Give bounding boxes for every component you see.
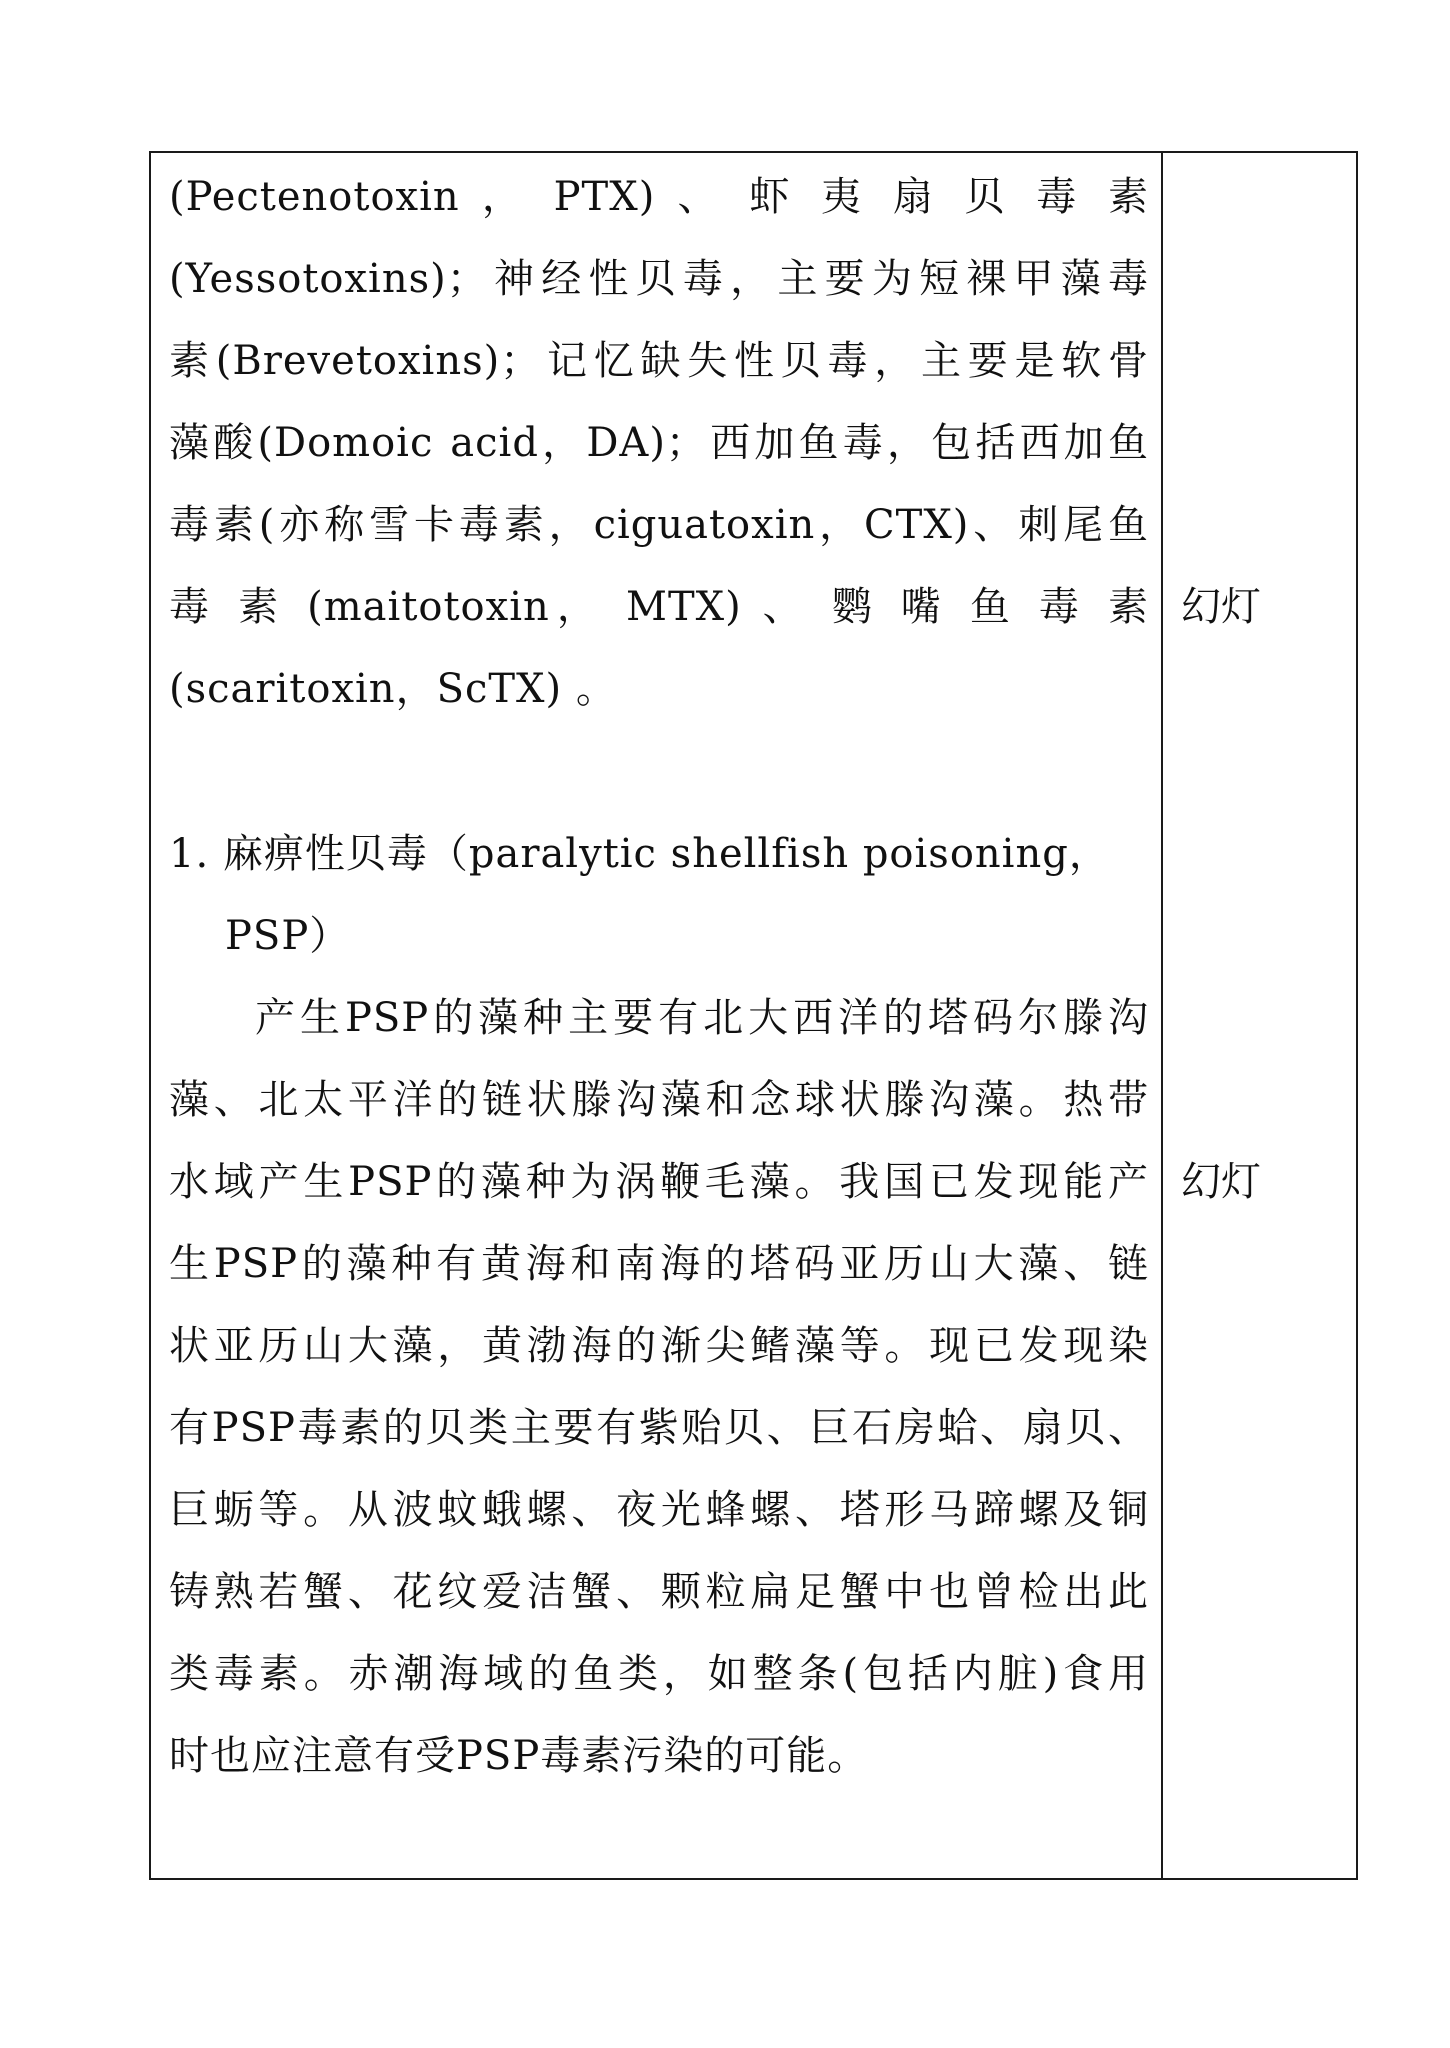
psp-paragraph-line: 水域产生PSP的藻种为涡鞭毛藻。我国已发现能产 xyxy=(169,1159,1149,1205)
section-heading: 1. 麻痹性贝毒（paralytic shellfish poisoning， xyxy=(169,831,1110,877)
psp-paragraph-line: 时也应注意有受PSP毒素污染的可能。 xyxy=(169,1733,869,1779)
psp-paragraph-line: 类毒素。赤潮海域的鱼类，如整条(包括内脏)食用 xyxy=(169,1651,1149,1697)
section-heading-continuation: PSP） xyxy=(225,913,351,959)
intro-line: 素(Brevetoxins)；记忆缺失性贝毒，主要是软骨 xyxy=(169,338,1149,384)
psp-paragraph-line: 铸熟若蟹、花纹爱洁蟹、颗粒扁足蟹中也曾检出此 xyxy=(169,1569,1149,1615)
lesson-table xyxy=(149,151,1358,1880)
intro-line: (Pectenotoxin ， PTX) 、 虾 夷 扇 贝 毒 素 xyxy=(169,174,1149,220)
intro-line: (Yessotoxins)；神经性贝毒，主要为短裸甲藻毒 xyxy=(169,256,1149,302)
psp-paragraph-line: 生PSP的藻种有黄海和南海的塔码亚历山大藻、链 xyxy=(169,1241,1149,1287)
intro-line: 毒 素 (maitotoxin， MTX) 、 鹦 嘴 鱼 毒 素 xyxy=(169,584,1149,630)
intro-line: (scaritoxin，ScTX) 。 xyxy=(169,666,617,712)
intro-line: 毒素(亦称雪卡毒素，ciguatoxin，CTX)、刺尾鱼 xyxy=(169,502,1149,548)
psp-paragraph-line: 藻、北太平洋的链状滕沟藻和念球状滕沟藻。热带 xyxy=(169,1077,1149,1123)
psp-paragraph-line: 有PSP毒素的贝类主要有紫贻贝、巨石房蛤、扇贝、 xyxy=(169,1405,1149,1451)
psp-paragraph-line: 状亚历山大藻，黄渤海的渐尖鳍藻等。现已发现染 xyxy=(169,1323,1149,1369)
column-divider xyxy=(1161,153,1163,1878)
slide-note: 幻灯 xyxy=(1181,584,1261,630)
intro-line: 藻酸(Domoic acid，DA)；西加鱼毒，包括西加鱼 xyxy=(169,420,1149,466)
content-cell xyxy=(169,153,1149,1878)
psp-paragraph-line: 产生PSP的藻种主要有北大西洋的塔码尔滕沟 xyxy=(255,995,1149,1041)
slide-note: 幻灯 xyxy=(1181,1159,1261,1205)
psp-paragraph-line: 巨蛎等。从波蚊蛾螺、夜光蜂螺、塔形马蹄螺及铜 xyxy=(169,1487,1149,1533)
